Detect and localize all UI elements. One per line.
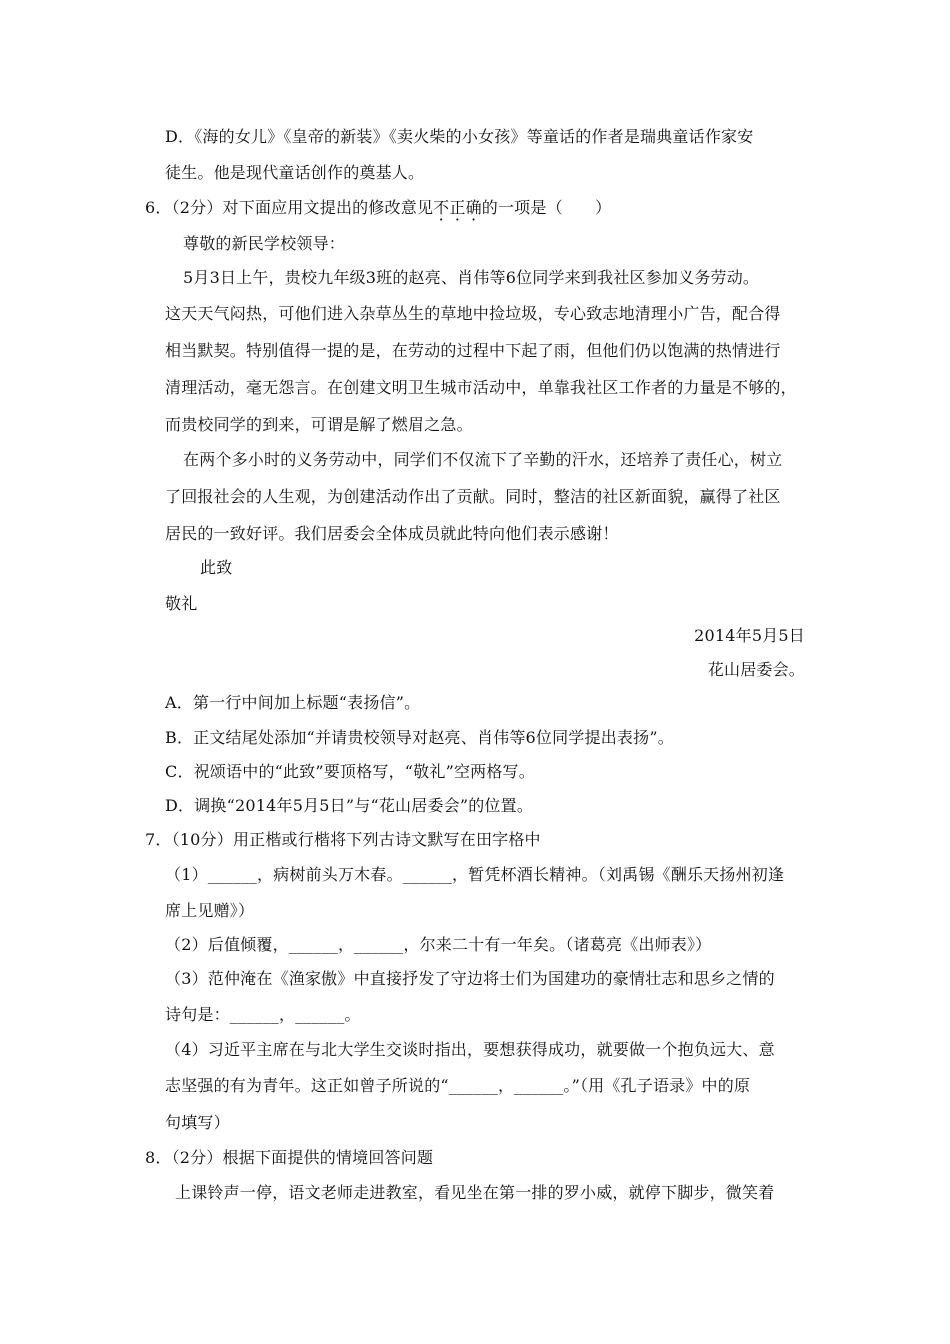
- letter-para1-line: 5月3日上午，贵校九年级3班的赵亮、肖伟等6位同学来到我社区参加义务劳动。: [183, 268, 760, 287]
- q6-option-d: D．调换“2014年5月5日”与“花山居委会”的位置。: [165, 796, 534, 815]
- letter-para1-line: 这天天气闷热，可他们进入杂草丛生的草地中捡垃圾，专心致志地清理小广告，配合得: [165, 304, 781, 323]
- q6-option-b: B．正文结尾处添加“并请贵校领导对赵亮、肖伟等6位同学提出表扬”。: [165, 728, 674, 747]
- q7-line: （4）习近平主席在与北大学生交谈时指出，要想获得成功，就要做一个抱负远大、意: [165, 1040, 775, 1059]
- letter-para2-line: 在两个多小时的义务劳动中，同学们不仅流下了辛勤的汗水，还培养了责任心，树立: [183, 450, 783, 469]
- q8-context-line: 上课铃声一停，语文老师走进教室，看见坐在第一排的罗小威，就停下脚步，微笑着: [175, 1183, 775, 1202]
- q5-option-d-line2: 徒生。他是现代童话创作的奠基人。: [165, 163, 425, 182]
- q6-stem-emphasis-3: 确: [465, 198, 482, 217]
- q6-option-a: A．第一行中间加上标题“表扬信”。: [165, 693, 421, 712]
- q7-line: （3）范仲淹在《渔家傲》中直接抒发了守边将士们为国建功的豪情壮志和思乡之情的: [165, 969, 775, 988]
- letter-closing-2: 敬礼: [165, 594, 198, 613]
- q6-stem-text-a: 6．（2分）对下面应用文提出的修改意见: [145, 198, 434, 217]
- q7-line: （2）后值倾覆，______，______，尔来二十有一年矣。（诸葛亮《出师表》）: [165, 935, 712, 954]
- q6-stem-text-b: 的一项是（ ）: [481, 198, 612, 217]
- q7-stem: 7．（10分）用正楷或行楷将下列古诗文默写在田字格中: [145, 830, 541, 849]
- q7-line: 志坚强的有为青年。这正如曾子所说的“______，______。”（用《孔子语录》中的原: [165, 1076, 751, 1095]
- q7-line: 句填写）: [165, 1113, 230, 1132]
- letter-date: 2014年5月5日: [694, 626, 805, 645]
- letter-salutation: 尊敬的新民学校领导：: [183, 234, 346, 253]
- letter-para2-line: 了回报社会的人生观，为创建活动作出了贡献。同时，整洁的社区新面貌，赢得了社区: [165, 487, 781, 506]
- q8-stem: 8．（2分）根据下面提供的情境回答问题: [145, 1148, 434, 1167]
- q5-option-d-line1: D．《海的女儿》《皇帝的新装》《卖火柴的小女孩》等童话的作者是瑞典童话作家安: [165, 127, 754, 146]
- q6-option-c: C．祝颂语中的“此致”要顶格写，“敬礼”空两格写。: [165, 762, 535, 781]
- letter-para1-line: 清理活动，毫无怨言。在创建文明卫生城市活动中，单靠我社区工作者的力量是不够的，: [165, 378, 797, 397]
- q6-stem-emphasis-1: 不: [433, 198, 450, 217]
- q7-line: 诗句是：______，______。: [165, 1005, 361, 1024]
- letter-para2-line: 居民的一致好评。我们居委会全体成员就此特向他们表示感谢！: [165, 524, 619, 543]
- q6-stem: [145, 198, 611, 218]
- q6-stem-emphasis-2: 正: [449, 198, 466, 217]
- q7-line: （1）______，病树前头万木春。______，暂凭杯酒长精神。（刘禹锡《酬乐天扬州初逢: [165, 865, 785, 884]
- q7-line: 席上见赠》）: [165, 901, 255, 920]
- letter-signature: 花山居委会。: [707, 660, 805, 679]
- letter-closing-1: 此致: [200, 558, 233, 577]
- letter-para1-line: 相当默契。特别值得一提的是，在劳动的过程中下起了雨，但他们仍以饱满的热情进行: [165, 341, 781, 360]
- letter-para1-line: 而贵校同学的到来，可谓是解了燃眉之急。: [165, 415, 473, 434]
